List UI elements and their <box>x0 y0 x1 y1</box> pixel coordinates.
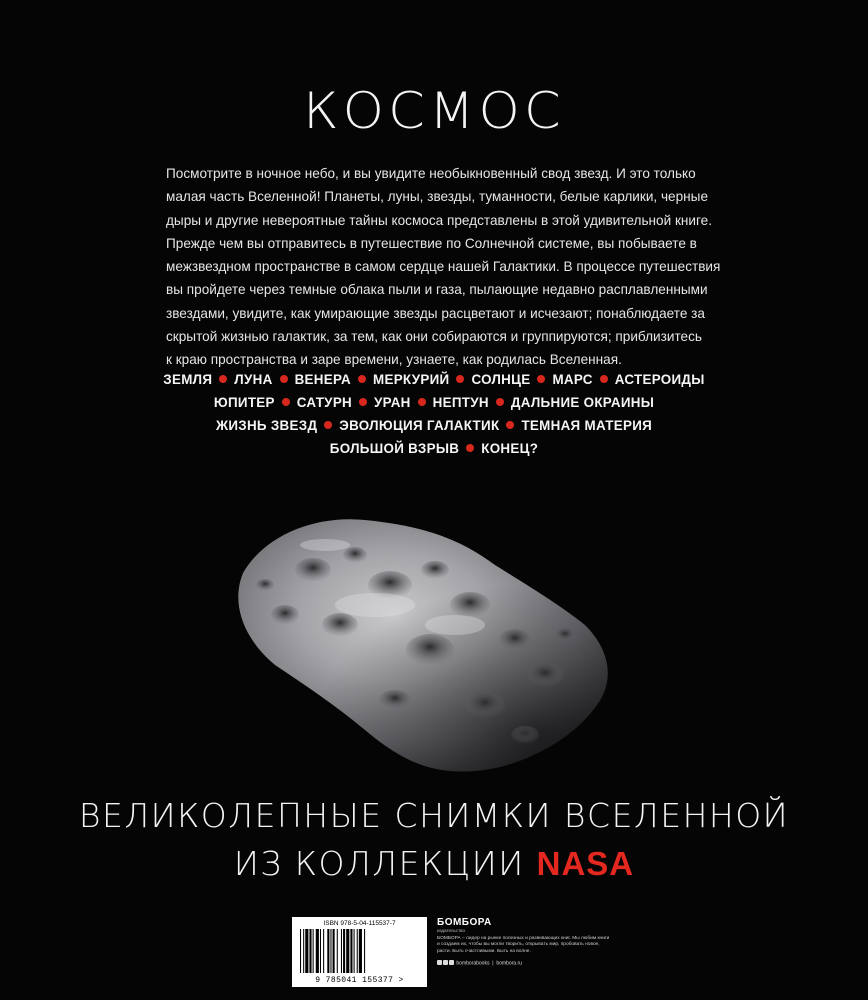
bullet-dot-icon <box>280 375 288 383</box>
topic-item: НЕПТУН <box>432 395 489 410</box>
barcode-digits: 9 785041 155377 > <box>315 976 404 985</box>
topic-item: АСТЕРОИДЫ <box>614 372 705 387</box>
tagline-line-1: ВЕЛИКОЛЕПНЫЕ СНИМКИ ВСЕЛЕННОЙ <box>78 796 790 835</box>
barcode <box>292 917 427 987</box>
bullet-dot-icon <box>418 398 426 406</box>
tagline-prefix: ИЗ КОЛЛЕКЦИИ <box>233 844 525 883</box>
topic-item: ЭВОЛЮЦИЯ ГАЛАКТИК <box>339 418 500 433</box>
intro-line: звездами, увидите, как умирающие звезды расцветают и исчезают; понаблюдаете за <box>166 305 705 321</box>
social-handle: bomborabooks <box>456 960 490 967</box>
topics-row-2 <box>0 391 868 414</box>
bullet-dot-icon <box>358 375 366 383</box>
topic-item: УРАН <box>374 395 411 410</box>
topic-item: СОЛНЦЕ <box>471 372 531 387</box>
bullet-dot-icon <box>282 398 290 406</box>
barcode-bars-icon <box>300 929 420 973</box>
topic-item: ЖИЗНЬ ЗВЕЗД <box>215 418 318 433</box>
bullet-dot-icon <box>506 421 514 429</box>
publisher-logo: БОМБОРА <box>437 917 492 928</box>
topics-row-3 <box>0 414 868 437</box>
isbn-number: ISBN 978-5-04-115537-7 <box>323 920 396 927</box>
topic-item: САТУРН <box>296 395 353 410</box>
nasa-brand: NASA <box>536 845 635 882</box>
publisher-social: bomborabooks | bombora.ru <box>437 960 617 967</box>
topic-item: ДАЛЬНИЕ ОКРАИНЫ <box>510 395 655 410</box>
intro-text <box>166 162 721 372</box>
topic-item: ТЕМНАЯ МАТЕРИЯ <box>521 418 653 433</box>
intro-line: малая часть Вселенной! Планеты, луны, звезды, туманности, белые карлики, черные <box>166 189 709 205</box>
intro-line: Прежде чем вы отправитесь в путешествие по Солнечной системе, вы побываете в <box>166 235 697 251</box>
bullet-dot-icon <box>537 375 545 383</box>
intro-line: дыры и другие невероятные тайны космоса представлены в этой удивительной книге. <box>166 212 713 228</box>
cover-title: КОСМОС <box>303 82 565 140</box>
topics-row-4 <box>0 437 868 460</box>
intro-line: к краю пространства и заре времени, узнаете, как родилась Вселенная. <box>166 352 622 368</box>
intro-line: вы пройдете через темные облака пыли и газа, пылающие недавно расплавленными <box>166 282 708 298</box>
topics-row-1 <box>0 368 868 391</box>
social-icon <box>437 960 442 965</box>
topic-item: КОНЕЦ? <box>481 441 539 456</box>
intro-line: Посмотрите в ночное небо, и вы увидите необыкновенный свод звезд. И это только <box>166 166 696 181</box>
publisher-description: БОМБОРА – лидер на рынке полезных и развивающих книг. Мы любим книги и создаем их, чтобы вы могли творить, открывать мир, пробовать новое, расти. Быть счастливыми. Быть на волне. <box>437 936 610 954</box>
intro-line: межзвездном пространстве в самом сердце нашей Галактики. В процессе путешествия <box>166 259 721 275</box>
topic-item: МЕРКУРИЙ <box>373 372 450 387</box>
topic-item: ЗЕМЛЯ <box>163 372 213 387</box>
bullet-dot-icon <box>359 398 367 406</box>
asteroid-icon <box>225 475 625 775</box>
topic-item: БОЛЬШОЙ ВЗРЫВ <box>329 441 460 456</box>
topic-item: МАРС <box>552 372 593 387</box>
topics-list <box>0 368 868 460</box>
bullet-dot-icon <box>456 375 464 383</box>
bullet-dot-icon <box>600 375 608 383</box>
publisher-block <box>437 917 617 967</box>
bullet-dot-icon <box>496 398 504 406</box>
bullet-dot-icon <box>466 444 474 452</box>
topic-item: ВЕНЕРА <box>294 372 352 387</box>
tagline <box>0 792 868 888</box>
asteroid-image <box>225 475 625 775</box>
intro-line: скрытой жизнью галактик, за тем, как они собираются и группируются; приблизитесь <box>166 329 702 345</box>
topic-item: ЮПИТЕР <box>213 395 275 410</box>
social-icon <box>449 960 454 965</box>
bullet-dot-icon <box>324 421 332 429</box>
bullet-dot-icon <box>219 375 227 383</box>
topic-item: ЛУНА <box>234 372 273 387</box>
tagline-line-2 <box>0 840 868 888</box>
publisher-subtitle: издательство <box>437 928 465 933</box>
social-icon <box>443 960 448 965</box>
publisher-site: bombora.ru <box>496 960 522 967</box>
